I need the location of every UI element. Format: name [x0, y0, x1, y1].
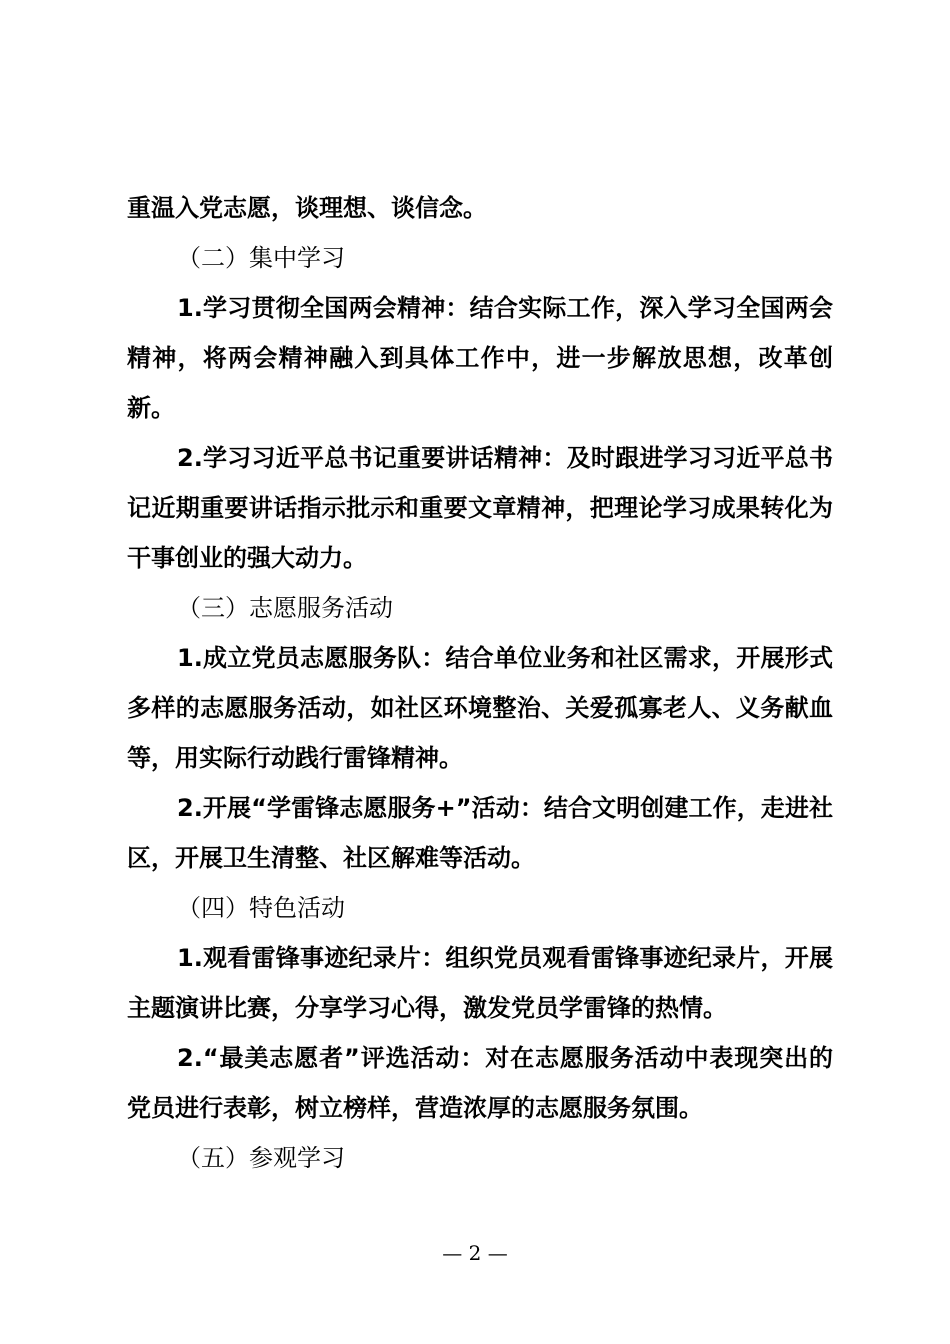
paragraph-continued: 重温入党志愿，谈理想、谈信念。 [127, 194, 487, 222]
paragraph-item: 2.开展“学雷锋志愿服务+”活动：结合文明创建工作，走进社区，开展卫生清整、社区解难等活动。 [127, 794, 833, 872]
paragraph-item: 1.观看雷锋事迹纪录片：组织党员观看雷锋事迹纪录片，开展主题演讲比赛，分享学习心得，激发党员学雷锋的热情。 [127, 944, 833, 1022]
paragraph-item: 2.“最美志愿者”评选活动：对在志愿服务活动中表现突出的党员进行表彰，树立榜样，营造浓厚的志愿服务氛围。 [127, 1044, 833, 1122]
section-heading-2: （二）集中学习 [177, 244, 345, 272]
section-heading-4: （四）特色活动 [177, 894, 345, 922]
paragraph-item: 2.学习习近平总书记重要讲话精神：及时跟进学习习近平总书记近期重要讲话指示批示和重要文章精神，把理论学习成果转化为干事创业的强大动力。 [127, 444, 833, 572]
page-number: — 2 — [442, 1241, 508, 1265]
paragraph-item: 1.学习贯彻全国两会精神：结合实际工作，深入学习全国两会精神，将两会精神融入到具体工作中，进一步解放思想，改革创新。 [127, 294, 833, 422]
section-heading-3: （三）志愿服务活动 [177, 594, 393, 622]
document-body [127, 183, 833, 1183]
section-heading-5: （五）参观学习 [177, 1144, 345, 1172]
paragraph-item: 1.成立党员志愿服务队：结合单位业务和社区需求，开展形式多样的志愿服务活动，如社区环境整治、关爱孤寡老人、义务献血等，用实际行动践行雷锋精神。 [127, 644, 833, 772]
